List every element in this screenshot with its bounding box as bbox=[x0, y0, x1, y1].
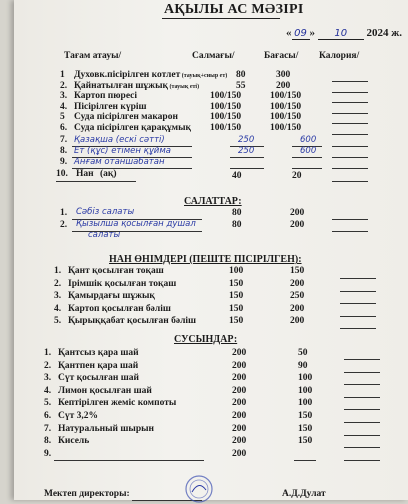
column-price-header: Бағасы/ bbox=[264, 51, 299, 61]
menu-item-number: 1 bbox=[60, 70, 65, 80]
bakery-name: Ірімшік қосылған тоқаш bbox=[68, 278, 177, 289]
drink-name: Натуральный шырын bbox=[58, 423, 155, 434]
date-year: 2024 ж. bbox=[366, 27, 402, 39]
menu-item-name: Суда пісірілген қарақұмық bbox=[74, 122, 192, 133]
price-underline bbox=[292, 168, 322, 169]
drink-price: 150 bbox=[298, 411, 313, 421]
calorie-blank bbox=[344, 422, 380, 423]
menu-item-weight: 80 bbox=[236, 70, 246, 80]
bakery-number: 3. bbox=[54, 291, 62, 301]
menu-item-number: 3. bbox=[60, 91, 68, 101]
date-open-quote: « bbox=[286, 27, 292, 39]
menu-item-number: 5 bbox=[60, 112, 65, 122]
drink-price: 90 bbox=[298, 360, 308, 371]
drink-weight: 200 bbox=[232, 411, 247, 421]
calorie-blank bbox=[344, 397, 380, 398]
menu-item-price: 100/150 bbox=[270, 101, 302, 112]
weight-underline bbox=[230, 157, 264, 158]
drink-name: Кептірілген жеміс компоты bbox=[58, 398, 177, 409]
drink-price: 100 bbox=[298, 373, 313, 384]
calorie-blank bbox=[332, 81, 368, 82]
calorie-blank bbox=[344, 460, 380, 461]
menu-item-number: 4. bbox=[60, 101, 68, 112]
handwritten-item-name: Ет (құс) етімен құйма bbox=[74, 146, 171, 156]
drink-name: Қантпен қара шай bbox=[58, 360, 139, 371]
salad-number: 2. bbox=[60, 220, 68, 230]
bakery-price: 200 bbox=[290, 278, 305, 289]
bread-name: Нан bbox=[76, 169, 94, 179]
drink-name: Қантсыз қара шай bbox=[58, 348, 139, 358]
menu-item-name: Қайнатылған шұжық (тауық еті) bbox=[74, 80, 200, 91]
director-label: Мектеп директоры: bbox=[44, 489, 130, 499]
drink-number: 9. bbox=[44, 448, 52, 459]
menu-item-name: Духовк.пісірілген котлет (тауық+сиыр ет) bbox=[74, 70, 228, 80]
calorie-blank bbox=[340, 291, 376, 292]
drink-number: 4. bbox=[44, 385, 52, 396]
bread-price: 20 bbox=[292, 171, 302, 181]
drinks-title: СУСЫНДАР: bbox=[174, 334, 238, 345]
calorie-blank bbox=[332, 231, 368, 232]
drink-weight: 200 bbox=[232, 423, 247, 434]
calorie-blank bbox=[340, 278, 376, 279]
drink-price: 100 bbox=[298, 398, 313, 409]
calorie-blank bbox=[332, 219, 368, 220]
bread-note: (ақ) bbox=[100, 169, 117, 179]
salad-name: Қызылша қосылған душал bbox=[76, 219, 196, 229]
column-calories-header: Калория/ bbox=[319, 51, 360, 61]
bakery-title: НАН ӨНІМДЕРІ (ПЕШТЕ ПІСІРІЛГЕН): bbox=[109, 254, 302, 265]
bakery-name: Қырыққабат қосылған бәліш bbox=[68, 316, 197, 326]
price-underline bbox=[292, 157, 322, 158]
bakery-number: 4. bbox=[54, 303, 62, 314]
bakery-weight: 150 bbox=[229, 316, 244, 326]
calorie-blank bbox=[332, 102, 368, 103]
bakery-price: 250 bbox=[290, 291, 305, 301]
salad-weight: 80 bbox=[232, 208, 242, 218]
menu-item-price: 300 bbox=[276, 70, 291, 80]
salads-title: САЛАТТАР: bbox=[184, 196, 242, 207]
calorie-blank bbox=[332, 157, 368, 158]
menu-item-weight: 100/150 bbox=[210, 112, 242, 122]
drink-weight: 200 bbox=[232, 448, 247, 459]
menu-item-number: 6. bbox=[60, 122, 68, 133]
drink-weight: 200 bbox=[232, 385, 247, 396]
calorie-blank bbox=[344, 359, 380, 360]
bakery-name: Қант қосылған тоқаш bbox=[68, 266, 164, 276]
drink-weight: 200 bbox=[232, 373, 247, 384]
title-underline bbox=[162, 18, 280, 19]
drink-number: 5. bbox=[44, 398, 52, 409]
calorie-blank bbox=[332, 113, 368, 114]
calorie-blank bbox=[344, 384, 380, 385]
menu-item-number: 9. bbox=[60, 157, 68, 167]
drink-price: 100 bbox=[298, 385, 313, 396]
weight-underline bbox=[230, 168, 264, 169]
drink-price: 150 bbox=[298, 436, 313, 447]
bakery-weight: 100 bbox=[229, 266, 244, 276]
bakery-price: 200 bbox=[290, 303, 305, 314]
menu-item-note: (тауық еті) bbox=[167, 83, 200, 90]
drink-name-blank bbox=[54, 460, 204, 461]
salad-name: Сәбіз салаты bbox=[76, 207, 135, 217]
bakery-price: 150 bbox=[290, 266, 305, 276]
calorie-blank bbox=[344, 372, 380, 373]
bakery-name: Қамырдағы шұжық bbox=[68, 291, 155, 301]
calorie-blank bbox=[332, 146, 368, 147]
calorie-blank bbox=[332, 181, 368, 182]
drink-number: 2. bbox=[44, 360, 52, 371]
bread-weight: 40 bbox=[232, 171, 242, 181]
drink-number: 8. bbox=[44, 436, 52, 447]
calorie-blank bbox=[332, 134, 368, 135]
salad-number: 1. bbox=[60, 208, 68, 218]
handwritten-item-price: 600 bbox=[300, 146, 317, 156]
menu-item-weight: 55 bbox=[236, 80, 246, 91]
salad-price: 200 bbox=[290, 220, 305, 230]
menu-item-weight: 100/150 bbox=[210, 91, 242, 101]
menu-item-number: 2. bbox=[60, 80, 68, 91]
calorie-blank bbox=[344, 409, 380, 410]
date-line bbox=[286, 27, 402, 40]
calorie-blank bbox=[344, 447, 380, 448]
salad-weight: 80 bbox=[232, 220, 242, 230]
calorie-blank bbox=[340, 303, 376, 304]
page-title: АҚЫЛЫ АС МӘЗІРІ bbox=[164, 2, 304, 17]
column-name-header: Тағам атауы/ bbox=[64, 51, 122, 61]
handwritten-item-name: Қазақша (ескі сәтті) bbox=[74, 135, 165, 145]
salad-price: 200 bbox=[290, 208, 305, 218]
drink-number: 7. bbox=[44, 423, 52, 434]
bakery-number: 1. bbox=[54, 266, 62, 276]
director-name: А.Д.Дулат bbox=[282, 489, 326, 499]
calorie-blank bbox=[344, 435, 380, 436]
calorie-blank bbox=[332, 123, 368, 124]
drink-name: Сүт 3,2% bbox=[58, 411, 99, 421]
bakery-number: 5. bbox=[54, 316, 62, 326]
date-day: 09 bbox=[292, 28, 310, 40]
bakery-weight: 150 bbox=[229, 291, 244, 301]
bread-number: 10. bbox=[56, 169, 68, 179]
drink-name: Лимон қосылған шай bbox=[58, 385, 152, 396]
bakery-weight: 150 bbox=[229, 278, 244, 289]
drink-price: 150 bbox=[298, 423, 313, 434]
date-month: 10 bbox=[318, 28, 364, 40]
bakery-name: Картоп қосылған бәліш bbox=[68, 303, 171, 314]
menu-item-weight: 100/150 bbox=[210, 101, 242, 112]
menu-item-name: Суда пісірілген макарон bbox=[74, 112, 178, 122]
drink-name: Сүт қосылған шай bbox=[58, 373, 139, 384]
drink-name: Кисель bbox=[58, 436, 90, 447]
bakery-price: 200 bbox=[290, 316, 305, 326]
menu-sheet bbox=[14, 0, 408, 500]
menu-item-price: 100/150 bbox=[270, 112, 302, 122]
bread-underline bbox=[56, 181, 136, 182]
menu-item-price: 200 bbox=[276, 80, 291, 91]
menu-item-number: 7. bbox=[60, 135, 68, 145]
handwritten-item-weight: 250 bbox=[238, 146, 255, 156]
handwritten-item-price: 600 bbox=[300, 135, 317, 145]
bakery-weight: 150 bbox=[229, 303, 244, 314]
column-weight-header: Салмағы/ bbox=[192, 51, 235, 61]
calorie-blank bbox=[340, 328, 376, 329]
salad-name-continued: салаты bbox=[88, 230, 121, 240]
drink-price-blank bbox=[294, 460, 316, 461]
menu-item-name: Пісірілген күріш bbox=[74, 101, 147, 112]
menu-item-note: (тауық+сиыр ет) bbox=[180, 73, 228, 79]
drink-price: 50 bbox=[298, 348, 308, 358]
menu-item-number: 8. bbox=[60, 146, 68, 156]
handwritten-item-name: Анғам отаншабатан bbox=[74, 157, 165, 167]
drink-number: 1. bbox=[44, 348, 52, 358]
menu-item-name: Картоп пюресі bbox=[74, 91, 138, 101]
calorie-blank bbox=[332, 92, 368, 93]
drink-number: 3. bbox=[44, 373, 52, 384]
drink-weight: 200 bbox=[232, 360, 247, 371]
calorie-blank bbox=[340, 316, 376, 317]
menu-item-weight: 100/150 bbox=[210, 122, 242, 133]
drink-weight: 200 bbox=[232, 436, 247, 447]
drink-weight: 200 bbox=[232, 348, 247, 358]
menu-item-price: 100/150 bbox=[270, 122, 302, 133]
menu-item-price: 100/150 bbox=[270, 91, 302, 101]
handwritten-item-weight: 250 bbox=[238, 135, 255, 145]
calorie-blank bbox=[332, 168, 368, 169]
drink-weight: 200 bbox=[232, 398, 247, 409]
date-close-quote: » bbox=[309, 27, 315, 39]
drink-number: 6. bbox=[44, 411, 52, 421]
bakery-number: 2. bbox=[54, 278, 62, 289]
